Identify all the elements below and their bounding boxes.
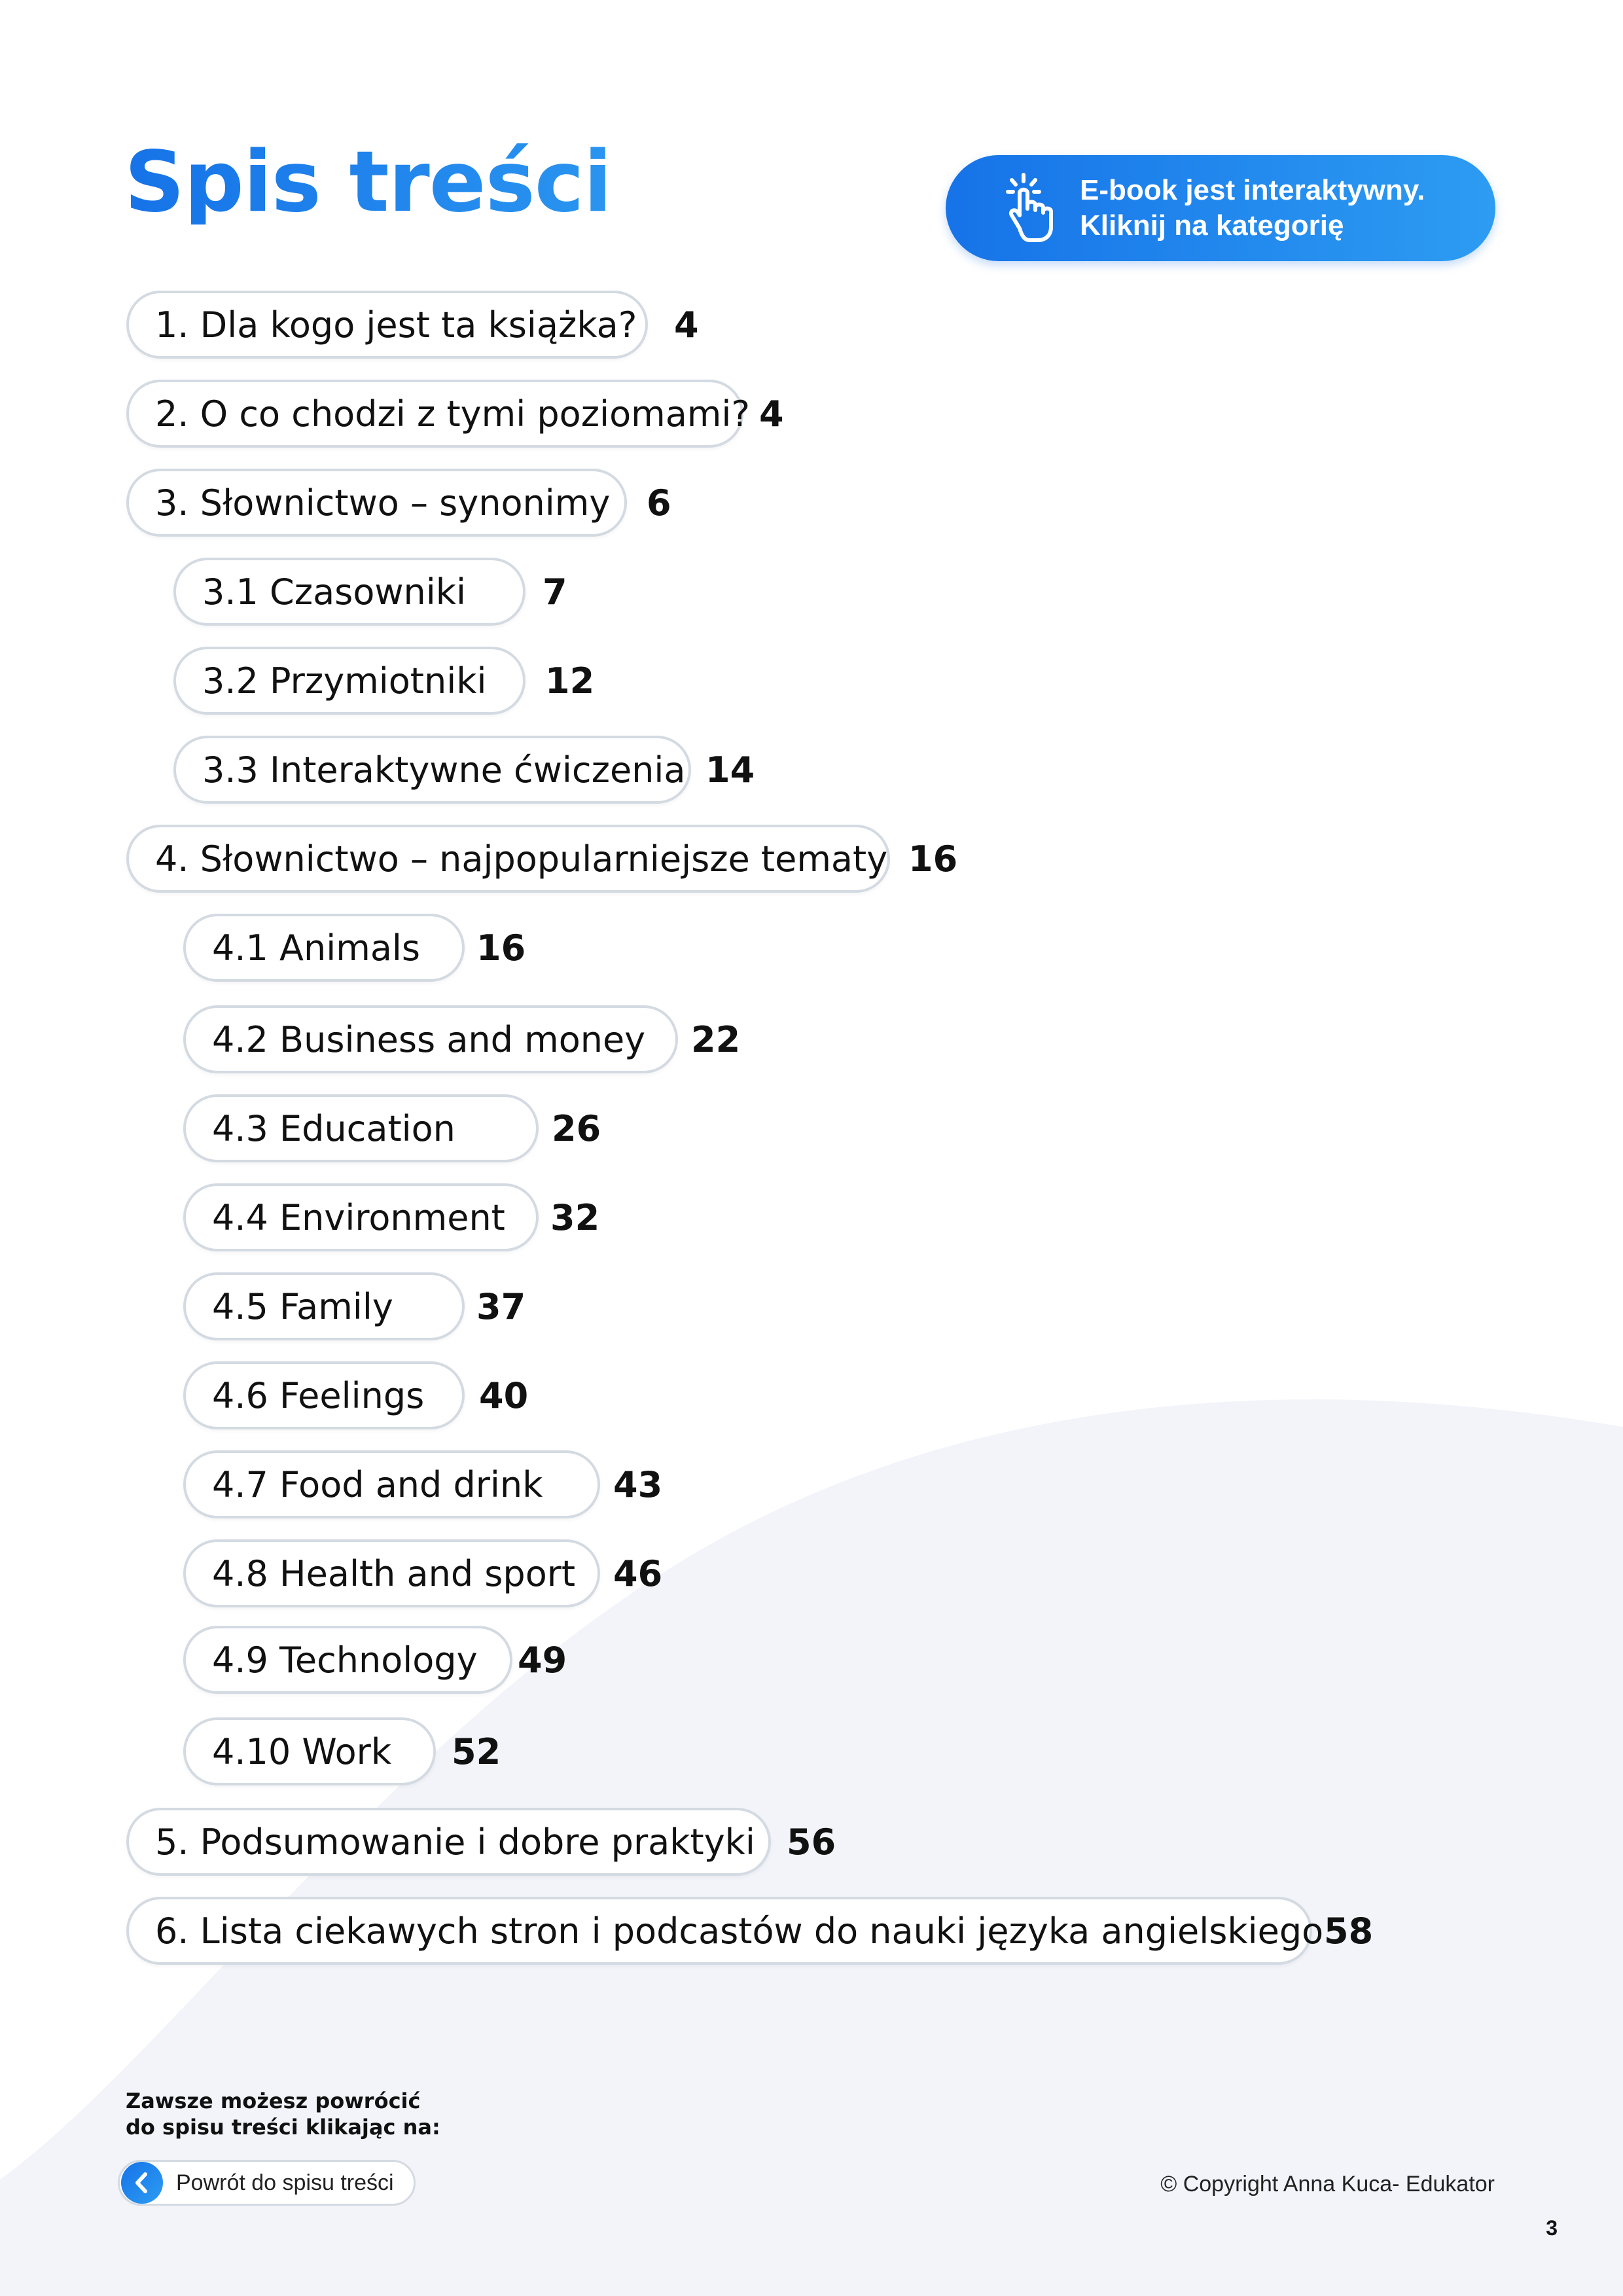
- toc-label: 4.2 Business and money: [212, 1018, 646, 1060]
- toc-link-4-4[interactable]: [183, 1183, 539, 1251]
- toc-label: 5. Podsumowanie i dobre praktyki: [155, 1821, 755, 1863]
- toc-entry[interactable]: [126, 291, 699, 359]
- toc-link-4-10[interactable]: [183, 1717, 436, 1785]
- back-to-toc-label: Powrót do spisu treści: [176, 2170, 394, 2195]
- toc-link-4-5[interactable]: [183, 1272, 465, 1340]
- toc-link-6[interactable]: [126, 1897, 1324, 1965]
- toc-link-3-2[interactable]: [173, 647, 526, 715]
- toc-page: 58: [1324, 1910, 1374, 1952]
- toc-page: 40: [479, 1374, 529, 1416]
- toc-link-4-3[interactable]: [183, 1094, 539, 1162]
- toc-page: 7: [543, 571, 567, 613]
- toc-link-4[interactable]: [126, 825, 890, 893]
- toc-entry[interactable]: [183, 1361, 528, 1429]
- toc-link-4-6[interactable]: [183, 1361, 465, 1429]
- toc-link-4-8[interactable]: [183, 1539, 600, 1607]
- toc-page: 32: [550, 1196, 600, 1238]
- toc-entry[interactable]: [173, 736, 755, 804]
- toc-label: 4.9 Technology: [212, 1639, 478, 1681]
- return-note-line-1: Zawsze możesz powrócić: [126, 2089, 421, 2113]
- toc-entry[interactable]: [126, 380, 784, 448]
- return-note: [126, 2088, 440, 2140]
- toc-label: 4.1 Animals: [212, 927, 421, 969]
- toc-link-3-1[interactable]: [173, 558, 526, 626]
- toc-page: 43: [613, 1463, 663, 1505]
- chevron-left-icon: [121, 2162, 163, 2204]
- cta-line-1: E-book jest interaktywny.: [1080, 174, 1425, 206]
- toc-page: 49: [518, 1639, 567, 1681]
- toc-entry[interactable]: [183, 1005, 740, 1073]
- toc-entry[interactable]: [183, 1094, 601, 1162]
- toc-link-5[interactable]: [126, 1808, 771, 1876]
- toc-entry[interactable]: [183, 1272, 526, 1340]
- toc-page: 16: [476, 927, 526, 969]
- toc-link-1[interactable]: [126, 291, 648, 359]
- toc-entry[interactable]: [183, 1450, 662, 1518]
- toc-page: 6: [647, 482, 671, 524]
- page-title: Spis treści: [124, 134, 612, 231]
- toc-entry[interactable]: [126, 1808, 836, 1876]
- toc-link-3[interactable]: [126, 469, 627, 537]
- toc-label: 2. O co chodzi z tymi poziomami?: [155, 393, 751, 435]
- toc-link-4-2[interactable]: [183, 1005, 678, 1073]
- tap-hand-icon: [1001, 172, 1061, 244]
- toc-page: 37: [476, 1285, 526, 1327]
- toc-label: 4.8 Health and sport: [212, 1552, 576, 1594]
- toc-page: 12: [545, 660, 595, 702]
- toc-page: 46: [613, 1552, 663, 1594]
- toc-page: 56: [787, 1821, 836, 1863]
- return-note-line-2: do spisu treści klikając na:: [126, 2115, 440, 2140]
- toc-link-4-7[interactable]: [183, 1450, 600, 1518]
- interactive-ebook-banner[interactable]: [946, 155, 1495, 261]
- toc-entry[interactable]: [183, 1626, 567, 1694]
- toc-label: 4.10 Work: [212, 1731, 392, 1772]
- toc-entry[interactable]: [183, 1717, 501, 1785]
- toc-label: 4.6 Feelings: [212, 1374, 425, 1416]
- toc-label: 3.1 Czasowniki: [202, 571, 467, 613]
- toc-page: 14: [705, 749, 755, 791]
- toc-entry[interactable]: [126, 825, 957, 893]
- toc-page: 26: [552, 1107, 601, 1149]
- toc-label: 4. Słownictwo – najpopularniejsze tematy: [155, 838, 888, 880]
- toc-entry[interactable]: [183, 1539, 662, 1607]
- toc-page: 4: [674, 304, 699, 346]
- toc-entry[interactable]: [173, 647, 594, 715]
- toc-label: 4.5 Family: [212, 1285, 393, 1327]
- toc-page: 16: [908, 838, 958, 880]
- toc-entry[interactable]: [183, 914, 526, 982]
- toc-link-2[interactable]: [126, 380, 751, 448]
- toc-label: 4.7 Food and drink: [212, 1463, 543, 1505]
- toc-label: 4.4 Environment: [212, 1196, 505, 1238]
- toc-link-4-9[interactable]: [183, 1626, 512, 1694]
- page-number: 3: [1546, 2216, 1558, 2240]
- toc-entry[interactable]: [126, 469, 671, 537]
- toc-page: 22: [691, 1018, 741, 1060]
- toc-label: 4.3 Education: [212, 1107, 455, 1149]
- toc-label: 1. Dla kogo jest ta książka?: [155, 304, 637, 346]
- toc-entry[interactable]: [126, 1897, 1373, 1965]
- cta-line-2: Kliknij na kategorię: [1080, 209, 1344, 242]
- toc-page: 52: [452, 1731, 501, 1772]
- copyright: © Copyright Anna Kuca- Edukator: [1160, 2172, 1495, 2197]
- toc-label: 3. Słownictwo – synonimy: [155, 482, 611, 524]
- toc-page: 4: [759, 393, 784, 435]
- toc-label: 6. Lista ciekawych stron i podcastów do nauki języka angielskiego: [155, 1910, 1324, 1952]
- toc-entry[interactable]: [183, 1183, 599, 1251]
- toc-entry[interactable]: [173, 558, 567, 626]
- toc-link-3-3[interactable]: [173, 736, 691, 804]
- toc-link-4-1[interactable]: [183, 914, 465, 982]
- back-to-toc-button[interactable]: [118, 2160, 416, 2206]
- toc-label: 3.2 Przymiotniki: [202, 660, 487, 702]
- toc-label: 3.3 Interaktywne ćwiczenia: [202, 749, 686, 791]
